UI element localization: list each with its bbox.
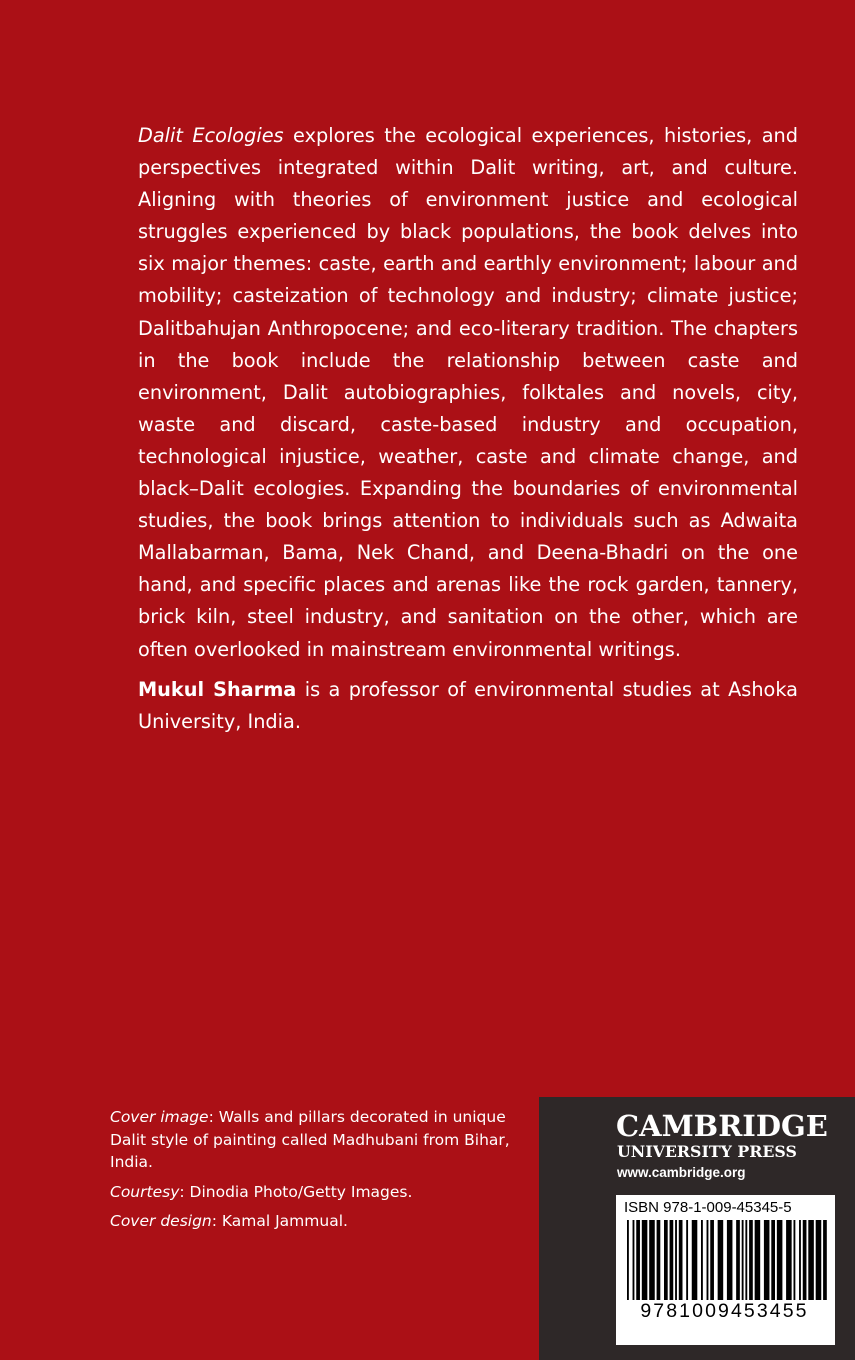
barcode-bar — [692, 1220, 698, 1300]
barcode-bar — [636, 1220, 640, 1300]
barcode-bar — [742, 1220, 744, 1300]
author-bio-text: is a professor of environmental studies at Ashoka University, India. — [138, 677, 798, 733]
barcode-bar — [686, 1220, 688, 1300]
barcode-bar — [679, 1220, 683, 1300]
barcode-bar — [794, 1220, 796, 1300]
courtesy-text: : Dinodia Photo/Getty Images. — [179, 1182, 413, 1201]
publisher-panel — [539, 1097, 855, 1360]
barcode-bar — [823, 1220, 827, 1300]
barcode-bar — [627, 1220, 629, 1300]
barcode-bar — [808, 1220, 814, 1300]
barcode-bar — [710, 1220, 714, 1300]
barcode-bar — [727, 1220, 733, 1300]
publisher-url: www.cambridge.org — [617, 1165, 746, 1180]
barcode-bar — [701, 1220, 703, 1300]
description-paragraph — [138, 120, 798, 666]
barcode-bar — [764, 1220, 770, 1300]
publisher-logo-subtitle: UNIVERSITY PRESS — [617, 1142, 797, 1161]
cover-design-credit — [110, 1210, 530, 1233]
barcode-bar — [675, 1220, 677, 1300]
barcode-bar — [771, 1220, 775, 1300]
barcode-bar — [736, 1220, 740, 1300]
book-title: Dalit Ecologies — [138, 124, 284, 147]
courtesy-label: Courtesy — [110, 1182, 180, 1201]
barcode-bar — [755, 1220, 761, 1300]
isbn-barcode — [616, 1195, 835, 1345]
publisher-logo-name: CAMBRIDGE — [616, 1109, 828, 1143]
barcode-bar — [786, 1220, 792, 1300]
barcode-bar — [749, 1220, 753, 1300]
barcode-bar — [745, 1220, 747, 1300]
author-bio-paragraph — [138, 674, 798, 738]
author-name: Mukul Sharma — [138, 677, 297, 701]
cover-credits — [110, 1106, 530, 1240]
cover-design-text: : Kamal Jammual. — [211, 1212, 348, 1230]
cover-design-label: Cover design — [110, 1212, 212, 1230]
barcode-bar — [816, 1220, 822, 1300]
barcode-bars — [624, 1220, 827, 1302]
barcode-bar — [642, 1220, 648, 1300]
barcode-bar — [799, 1220, 801, 1300]
cover-image-text: : Walls and pillars decorated in unique Dalit style of painting called Madhubani from Bihar, India. — [110, 1108, 510, 1171]
back-cover-blurb — [138, 120, 798, 738]
cover-image-label: Cover image — [110, 1108, 209, 1126]
barcode-bar — [707, 1220, 709, 1300]
barcode-bar — [633, 1220, 635, 1300]
courtesy-credit — [110, 1181, 530, 1204]
barcode-bar — [670, 1220, 674, 1300]
barcode-digits: 9781009453455 — [640, 1300, 809, 1322]
isbn-label: ISBN 978-1-009-45345-5 — [624, 1199, 792, 1216]
barcode-bar — [777, 1220, 783, 1300]
cover-image-credit — [110, 1106, 530, 1174]
barcode-bar — [718, 1220, 724, 1300]
barcode-bar — [649, 1220, 655, 1300]
description-text: explores the ecological experiences, histories, and perspectives integrated within Dalit writing, art, and culture. Aligning with theories of environment justice and ecological struggles experienced by black populations, the book delves into six major themes: caste, earth and earthly environment; labour and mobility; casteization of technology and industry; climate justice; Dalitbahujan Anthropocene; and eco-literary tradition. The chapters in the book include the relationship between caste and environment, Dalit autobiographies, folktales and novels, city, waste and discard, caste-based industry and occupation, technological injustice, weather, caste and climate change, and black–Dalit ecologies. Expanding the boundaries of environmental studies, the book brings attention to individuals such as Adwaita Mallabarman, Bama, Nek Chand, and Deena-Bhadri on the one hand, and specific places and arenas like the rock garden, tannery, brick kiln, steel industry, and sanitation on the other, which are often overlooked in mainstream environmental writings. — [138, 124, 798, 661]
barcode-bar — [803, 1220, 807, 1300]
barcode-bar — [657, 1220, 661, 1300]
barcode-bar — [664, 1220, 668, 1300]
